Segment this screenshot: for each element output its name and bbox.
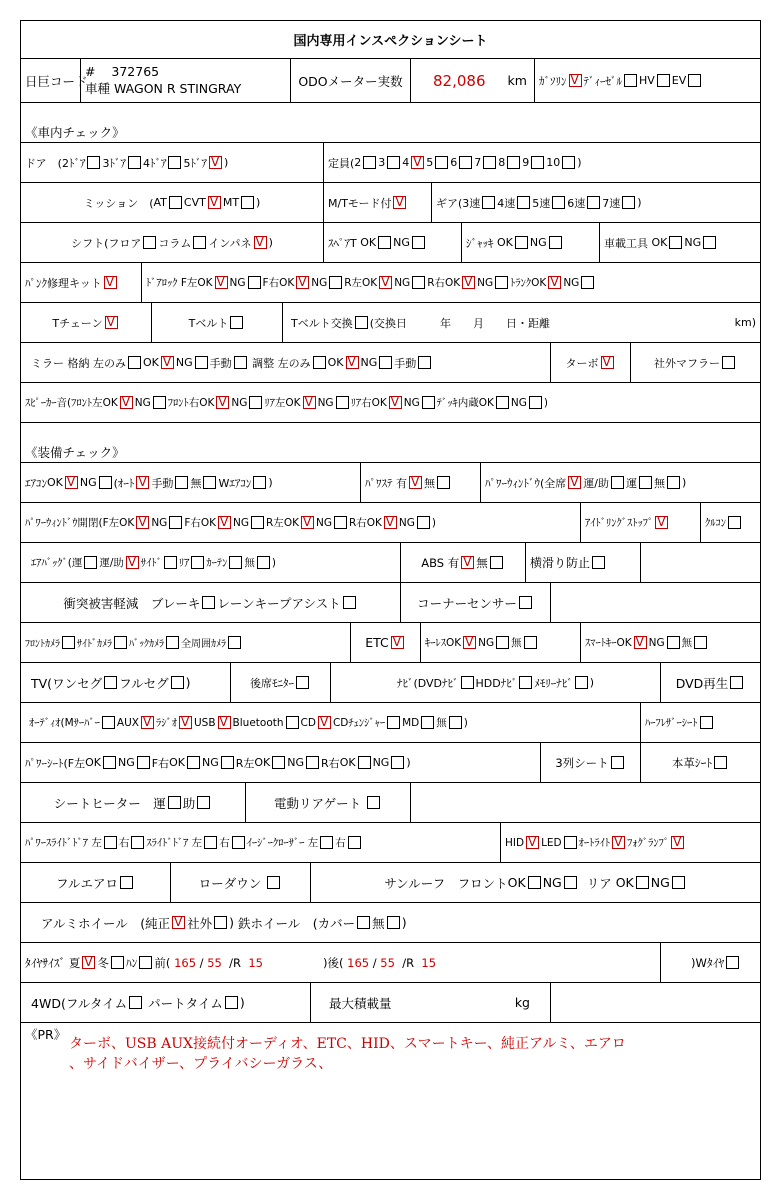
window-open-row: ﾊﾟﾜｰｳｨﾝﾄﾞｳ開閉( F左 OK V NG F右 OK V NG R左 OK V NG R右 OK V NG ) ｱｲﾄﾞﾘﾝｸﾞｽﾄｯﾌﾟ V ｸﾙｺﾝ — [21, 503, 760, 543]
front-camera-checkbox[interactable] — [62, 636, 75, 649]
fuel-ev-checkbox[interactable] — [688, 74, 701, 87]
seat-heater-driver-checkbox[interactable] — [168, 796, 181, 809]
audio-group: ｵｰﾃﾞｨｵ( Mｻｰﾊﾞｰ AUX V ﾗｼﾞｵ V USB V Bluetooth CD V CDﾁｪﾝｼﾞｬｰ MD 無 ) — [21, 703, 641, 742]
cruise-control-checkbox[interactable] — [728, 516, 741, 529]
window-rr-ng-checkbox[interactable] — [417, 516, 430, 529]
power-seat-group: ﾊﾟﾜｰｼｰﾄ( F左 OK NG F右 OK NG R左 OK NG R右 OK NG ) — [21, 743, 541, 782]
wheel-row — [21, 903, 760, 943]
audio-cd-changer-checkbox[interactable] — [387, 716, 400, 729]
odo-unit: km — [507, 73, 527, 88]
lock-rl-ng-checkbox[interactable] — [412, 276, 425, 289]
lock-rr-ng-checkbox[interactable] — [495, 276, 508, 289]
keyless-none-checkbox[interactable] — [524, 636, 537, 649]
smartkey-ng-checkbox[interactable] — [667, 636, 680, 649]
tv-fullseg-checkbox[interactable] — [171, 676, 184, 689]
aero-row: フルエアロ ローダウン サンルーフ フロント OK NG リア OK NG — [21, 863, 760, 903]
leather-seat-checkbox[interactable] — [714, 756, 727, 769]
camera-row: ﾌﾛﾝﾄｶﾒﾗ ｻｲﾄﾞｶﾒﾗ ﾊﾞｯｸｶﾒﾗ 全周囲ｶﾒﾗ ETC V ｷｰﾚｽ OK V NG 無 ｽﾏｰﾄｷｰ OK V NG 無 — [21, 623, 760, 663]
seats-2-checkbox[interactable] — [363, 156, 376, 169]
speaker-row — [21, 383, 760, 423]
title-row — [21, 21, 760, 59]
power-slide-right-checkbox[interactable] — [131, 836, 144, 849]
fuel-diesel-checkbox[interactable] — [624, 74, 637, 87]
odo-label: ODOメーター実数 — [298, 73, 403, 89]
smartkey-ok-checkbox[interactable] — [634, 636, 647, 649]
gear-group: ギア( 3速 4速 5速 6速 7速 ) — [436, 196, 642, 210]
shift-instrument-panel-checkbox[interactable] — [254, 236, 267, 249]
lights-group: HID V LED ｵｰﾄﾗｲﾄ V ﾌｫｸﾞﾗﾝﾌﾟ V — [501, 823, 760, 862]
audio-cd-checkbox[interactable] — [318, 716, 331, 729]
lock-fr-ng-checkbox[interactable] — [329, 276, 342, 289]
number-prefix: # — [85, 64, 96, 79]
odo-value: 82,086 — [433, 71, 486, 90]
seats-5-checkbox[interactable] — [435, 156, 448, 169]
speaker-deck-ok-checkbox[interactable] — [496, 396, 509, 409]
lock-fr-ok-checkbox[interactable] — [296, 276, 309, 289]
lowdown-checkbox[interactable] — [267, 876, 280, 889]
spare-ng-checkbox[interactable] — [412, 236, 425, 249]
speaker-fr-ok-checkbox[interactable] — [216, 396, 229, 409]
mirror-fold-ok-checkbox[interactable] — [161, 356, 174, 369]
navi-group: ﾅﾋﾞ( DVDﾅﾋﾞ HDDﾅﾋﾞ ﾒﾓﾘｰﾅﾋﾞ ) — [331, 663, 661, 702]
led-checkbox[interactable] — [564, 836, 577, 849]
puncture-kit-checkbox[interactable] — [104, 276, 117, 289]
lock-fl-ng-checkbox[interactable] — [248, 276, 261, 289]
steel-cover-checkbox[interactable] — [357, 916, 370, 929]
seats-4-checkbox[interactable] — [411, 156, 424, 169]
w-tire-checkbox[interactable] — [726, 956, 739, 969]
window-fl-ng-checkbox[interactable] — [169, 516, 182, 529]
fulltime-4wd-checkbox[interactable] — [129, 996, 142, 1009]
collision-brake-checkbox[interactable] — [202, 596, 215, 609]
mirror-adjust-manual-checkbox[interactable] — [418, 356, 431, 369]
gear-3-checkbox[interactable] — [482, 196, 495, 209]
shift-column-checkbox[interactable] — [193, 236, 206, 249]
gear-4-checkbox[interactable] — [517, 196, 530, 209]
seats-group: 定員( 2 3 4 V 5 6 7 8 9 10 ) — [324, 143, 760, 182]
wheel-group: アルミホイール (純正 V 社外 ) 鉄ホイール (カバー 無 ) — [21, 903, 760, 942]
door-group: ドア (2ﾄﾞｱ 3ﾄﾞｱ 4ﾄﾞｱ 5ﾄﾞｱ V ) — [21, 143, 324, 182]
muffler-checkbox[interactable] — [722, 356, 735, 369]
slide-door-group: ﾊﾟﾜｰｽﾗｲﾄﾞﾄﾞｱ 左 右 ｽﾗｲﾄﾞﾄﾞｱ 左 右 ｲｰｼﾞｰｸﾛｰｻﾞｰ 左 右 — [21, 823, 501, 862]
mirror-group: ミラー 格納 左のみ OK V NG 手動 調整 左のみ OK V NG 手動 — [21, 343, 551, 382]
aircon-group: ｴｱｺﾝ OK V NG (ｵｰﾄ V 手動 無 Wｴｱｺﾝ ) — [21, 463, 361, 502]
code-label: 日巨コード — [25, 73, 88, 89]
fuel-hv-checkbox[interactable] — [657, 74, 670, 87]
third-row-checkbox[interactable] — [611, 756, 624, 769]
seat-rr-ok-checkbox[interactable] — [358, 756, 371, 769]
power-seat-row: ﾊﾟﾜｰｼｰﾄ( F左 OK NG F右 OK NG R左 OK NG R右 OK NG ) 3列シート 本革ｼｰﾄ — [21, 743, 760, 783]
slide-right-checkbox[interactable] — [232, 836, 245, 849]
wheel-genuine-checkbox[interactable] — [172, 916, 185, 929]
mirror-adjust-ok-checkbox[interactable] — [346, 356, 359, 369]
tools-ng-checkbox[interactable] — [703, 236, 716, 249]
dvd-playback-checkbox[interactable] — [730, 676, 743, 689]
shift-floor-checkbox[interactable] — [143, 236, 156, 249]
tv-row: TV(ワンセグ フルセグ ) 後席ﾓﾆﾀｰ ﾅﾋﾞ( DVDﾅﾋﾞ HDDﾅﾋﾞ ﾒﾓﾘｰﾅﾋﾞ ) DVD再生 — [21, 663, 760, 703]
hid-checkbox[interactable] — [526, 836, 539, 849]
aircon-manual-checkbox[interactable] — [175, 476, 188, 489]
aircon-none-checkbox[interactable] — [203, 476, 216, 489]
abs-yes-checkbox[interactable] — [461, 556, 474, 569]
autolight-checkbox[interactable] — [612, 836, 625, 849]
jack-ok-checkbox[interactable] — [515, 236, 528, 249]
t-belt-checkbox[interactable] — [230, 316, 243, 329]
sunroof-rear-ng-checkbox[interactable] — [672, 876, 685, 889]
drive-row: 4WD(フルタイム パートタイム ) 最大積載量 kg — [21, 983, 760, 1023]
window-open-group: ﾊﾟﾜｰｳｨﾝﾄﾞｳ開閉( F左 OK V NG F右 OK V NG R左 OK V NG R右 OK V NG ) — [21, 503, 581, 542]
mission-mt-checkbox[interactable] — [241, 196, 254, 209]
seat-rl-ng-checkbox[interactable] — [306, 756, 319, 769]
timing-row: Tチェーン V Tベルト Tベルト交換 (交換日 年 月 日・距離 km) — [21, 303, 760, 343]
speaker-rr-ng-checkbox[interactable] — [422, 396, 435, 409]
side-camera-checkbox[interactable] — [114, 636, 127, 649]
half-leather-checkbox[interactable] — [700, 716, 713, 729]
audio-mserver-checkbox[interactable] — [102, 716, 115, 729]
sunroof-front-ok-checkbox[interactable] — [528, 876, 541, 889]
tire-group: ﾀｲﾔｻｲｽﾞ 夏 V 冬 ﾊﾝ 前( 165 / 55 /R 15 )後( 165 / 55 /R 15 — [21, 943, 661, 982]
t-belt-change-checkbox[interactable] — [355, 316, 368, 329]
power-rear-gate-checkbox[interactable] — [367, 796, 380, 809]
airbag-curtain-checkbox[interactable] — [229, 556, 242, 569]
tv-oneseg-checkbox[interactable] — [104, 676, 117, 689]
door-2-checkbox[interactable] — [87, 156, 100, 169]
navi-memory-checkbox[interactable] — [575, 676, 588, 689]
power-window-driver-checkbox[interactable] — [639, 476, 652, 489]
back-camera-checkbox[interactable] — [166, 636, 179, 649]
gear-5-checkbox[interactable] — [552, 196, 565, 209]
seat-heater-row: シートヒーター 運 助 電動リアゲート — [21, 783, 760, 823]
full-aero-checkbox[interactable] — [120, 876, 133, 889]
airbag-side-checkbox[interactable] — [164, 556, 177, 569]
airbag-row: ｴｱﾊﾞｯｸﾞ( 運 運/助 V ｻｲﾄﾞ ﾘｱ ｶｰﾃﾝ 無 ) ABS 有 V 無 横滑り防止 — [21, 543, 760, 583]
power-steering-no-checkbox[interactable] — [437, 476, 450, 489]
spare-ok-checkbox[interactable] — [378, 236, 391, 249]
smartkey-none-checkbox[interactable] — [694, 636, 707, 649]
slide-door-row — [21, 823, 760, 863]
fuel-gasoline-checkbox[interactable] — [569, 74, 582, 87]
vehicle-number: 372765 — [111, 64, 160, 79]
seats-3-checkbox[interactable] — [387, 156, 400, 169]
lock-rl-ok-checkbox[interactable] — [379, 276, 392, 289]
audio-md-checkbox[interactable] — [421, 716, 434, 729]
tire-han-checkbox[interactable] — [139, 956, 152, 969]
lock-rr-ok-checkbox[interactable] — [462, 276, 475, 289]
seats-10-checkbox[interactable] — [562, 156, 575, 169]
front-tire-width: 165 — [174, 955, 197, 970]
slide-left-checkbox[interactable] — [204, 836, 217, 849]
fuel-group: ｶﾞｿﾘﾝ V ﾃﾞｨｰｾﾞﾙ HV EV — [535, 59, 760, 102]
speaker-fl-ng-checkbox[interactable] — [153, 396, 166, 409]
sunroof-front-ng-checkbox[interactable] — [564, 876, 577, 889]
collision-row: 衝突被害軽減 ブレーキ レーンキープアシスト コーナーセンサー — [21, 583, 760, 623]
window-rl-ng-checkbox[interactable] — [334, 516, 347, 529]
door-lock-group: ﾄﾞｱﾛｯｸ F左 OK V NG F右 OK V NG R左 OK V NG R右 OK V NG ﾄﾗﾝｸ OK V NG — [142, 263, 760, 302]
pr-line-2: 、サイドバイザー、プライバシーガラス、 — [69, 1056, 333, 1072]
mirror-fold-ng-checkbox[interactable] — [195, 356, 208, 369]
foglamp-checkbox[interactable] — [671, 836, 684, 849]
mirror-fold-manual-checkbox[interactable] — [234, 356, 247, 369]
steel-none-checkbox[interactable] — [387, 916, 400, 929]
pr-section-label: 《PR》 — [25, 1027, 67, 1042]
window-fl-ok-checkbox[interactable] — [136, 516, 149, 529]
front-tire-ratio: 55 — [207, 955, 222, 970]
door-5-checkbox[interactable] — [209, 156, 222, 169]
tire-summer-checkbox[interactable] — [82, 956, 95, 969]
door-3-checkbox[interactable] — [128, 156, 141, 169]
turbo-checkbox[interactable] — [601, 356, 614, 369]
model-label: 車種 — [85, 81, 111, 96]
interior-section-label: 《車内チェック》 — [25, 125, 125, 140]
audio-radio-checkbox[interactable] — [179, 716, 192, 729]
aircon-ok-checkbox[interactable] — [65, 476, 78, 489]
mirror-adjust-ng-checkbox[interactable] — [379, 356, 392, 369]
rear-tire-rim: 15 — [421, 955, 437, 970]
seat-heater-passenger-checkbox[interactable] — [197, 796, 210, 809]
window-fr-ng-checkbox[interactable] — [251, 516, 264, 529]
parttime-4wd-checkbox[interactable] — [225, 996, 238, 1009]
mission-at-checkbox[interactable] — [169, 196, 182, 209]
rear-tire-width: 165 — [347, 955, 370, 970]
around-camera-checkbox[interactable] — [228, 636, 241, 649]
mirror-fold-left-checkbox[interactable] — [128, 356, 141, 369]
airbag-rear-checkbox[interactable] — [191, 556, 204, 569]
front-tire-rim: 15 — [248, 955, 263, 970]
mission-cvt-checkbox[interactable] — [208, 196, 221, 209]
navi-dvd-checkbox[interactable] — [461, 676, 474, 689]
seat-fr-ng-checkbox[interactable] — [221, 756, 234, 769]
window-rl-ok-checkbox[interactable] — [301, 516, 314, 529]
page-title: 国内専用インスペクションシート — [293, 34, 488, 49]
easy-closer-left-checkbox[interactable] — [320, 836, 333, 849]
speaker-rl-ng-checkbox[interactable] — [336, 396, 349, 409]
audio-aux-checkbox[interactable] — [141, 716, 154, 729]
seats-9-checkbox[interactable] — [531, 156, 544, 169]
window-fr-ok-checkbox[interactable] — [218, 516, 231, 529]
door-lock-row: ﾊﾟﾝｸ修理キット V ﾄﾞｱﾛｯｸ F左 OK V NG F右 OK V NG R左 OK V NG R右 OK V NG ﾄﾗﾝｸ OK V NG — [21, 263, 760, 303]
tire-row: ﾀｲﾔｻｲｽﾞ 夏 V 冬 ﾊﾝ 前( 165 / 55 /R 15 )後( 165 / 55 /R 15 )Wﾀｲﾔ — [21, 943, 760, 983]
seat-rl-ok-checkbox[interactable] — [272, 756, 285, 769]
tools-ok-checkbox[interactable] — [669, 236, 682, 249]
keyless-ng-checkbox[interactable] — [496, 636, 509, 649]
airbag-group: ｴｱﾊﾞｯｸﾞ( 運 運/助 V ｻｲﾄﾞ ﾘｱ ｶｰﾃﾝ 無 ) — [21, 543, 401, 582]
aircon-w-checkbox[interactable] — [253, 476, 266, 489]
seat-fr-ok-checkbox[interactable] — [187, 756, 200, 769]
mirror-row: ミラー 格納 左のみ OK V NG 手動 調整 左のみ OK V NG 手動 ターボ V 社外マフラー — [21, 343, 760, 383]
pr-line-1: ターボ、USB AUX接続付オーディオ、ETC、HID、スマートキー、純正アルミ、エアロ — [69, 1036, 626, 1052]
aircon-ng-checkbox[interactable] — [99, 476, 112, 489]
speaker-fr-ng-checkbox[interactable] — [249, 396, 262, 409]
etc-checkbox[interactable] — [391, 636, 404, 649]
pr-section — [21, 1023, 760, 1179]
mission-row: ミッション ( AT CVT V MT ) M/Tモード付 V ギア( 3速 4速 5速 6速 7速 ) — [21, 183, 760, 223]
power-window-front-checkbox[interactable] — [611, 476, 624, 489]
skid-prevention-checkbox[interactable] — [592, 556, 605, 569]
audio-row: ｵｰﾃﾞｨｵ( Mｻｰﾊﾞｰ AUX V ﾗｼﾞｵ V USB V Bluetooth CD V CDﾁｪﾝｼﾞｬｰ MD 無 ) ﾊｰﾌﾚｻﾞｰｼｰﾄ — [21, 703, 760, 743]
model-name: WAGON R STINGRAY — [114, 81, 242, 96]
lane-keep-checkbox[interactable] — [343, 596, 356, 609]
speaker-fl-ok-checkbox[interactable] — [120, 396, 133, 409]
corner-sensor-checkbox[interactable] — [519, 596, 532, 609]
gear-6-checkbox[interactable] — [587, 196, 600, 209]
seat-rr-ng-checkbox[interactable] — [391, 756, 404, 769]
seats-7-checkbox[interactable] — [483, 156, 496, 169]
lock-trunk-ng-checkbox[interactable] — [581, 276, 594, 289]
wheel-aftermarket-checkbox[interactable] — [214, 916, 227, 929]
jack-ng-checkbox[interactable] — [549, 236, 562, 249]
audio-bluetooth-checkbox[interactable] — [286, 716, 299, 729]
sunroof-rear-ok-checkbox[interactable] — [636, 876, 649, 889]
navi-hdd-checkbox[interactable] — [519, 676, 532, 689]
gear-7-checkbox[interactable] — [622, 196, 635, 209]
equipment-section-label: 《装備チェック》 — [25, 445, 125, 460]
idle-stop-checkbox[interactable] — [655, 516, 668, 529]
power-steering-yes-checkbox[interactable] — [409, 476, 422, 489]
tire-winter-checkbox[interactable] — [111, 956, 124, 969]
aircon-row: ｴｱｺﾝ OK V NG (ｵｰﾄ V 手動 無 Wｴｱｺﾝ ) ﾊﾟﾜｽﾃ 有 V 無 ﾊﾟﾜｰｳｨﾝﾄﾞｳ(全席 V 運/助 運 無 ) — [21, 463, 760, 503]
speaker-group: ｽﾋﾟｰｶｰ音( ﾌﾛﾝﾄ左 OK V NG ﾌﾛﾝﾄ右 OK V NG ﾘｱ左 OK V NG ﾘｱ右 OK V NG ﾃﾞｯｷ内蔵 OK NG ) — [21, 383, 760, 422]
mirror-adjust-left-checkbox[interactable] — [313, 356, 326, 369]
mission-group: ミッション ( AT CVT V MT ) — [21, 183, 324, 222]
rear-monitor-checkbox[interactable] — [296, 676, 309, 689]
mt-mode-checkbox[interactable] — [393, 196, 406, 209]
t-chain-checkbox[interactable] — [105, 316, 118, 329]
aircon-auto-checkbox[interactable] — [136, 476, 149, 489]
inspection-sheet — [20, 20, 761, 1180]
rear-tire-ratio: 55 — [380, 955, 395, 970]
power-window-none-checkbox[interactable] — [667, 476, 680, 489]
airbag-front-checkbox[interactable] — [126, 556, 139, 569]
shift-row: シフト(フロア コラム インパネ V ) ｽﾍﾟｱT OK NG ｼﾞｬｯｷ OK NG 車載工具 OK NG — [21, 223, 760, 263]
seats-8-checkbox[interactable] — [507, 156, 520, 169]
door-4-checkbox[interactable] — [168, 156, 181, 169]
audio-usb-checkbox[interactable] — [218, 716, 231, 729]
lock-trunk-ok-checkbox[interactable] — [548, 276, 561, 289]
power-window-group: ﾊﾟﾜｰｳｨﾝﾄﾞｳ(全席 V 運/助 運 無 ) — [481, 463, 760, 502]
camera-group: ﾌﾛﾝﾄｶﾒﾗ ｻｲﾄﾞｶﾒﾗ ﾊﾞｯｸｶﾒﾗ 全周囲ｶﾒﾗ — [21, 623, 351, 662]
window-rr-ok-checkbox[interactable] — [384, 516, 397, 529]
lock-fl-ok-checkbox[interactable] — [215, 276, 228, 289]
audio-none-checkbox[interactable] — [449, 716, 462, 729]
abs-no-checkbox[interactable] — [490, 556, 503, 569]
power-window-all-checkbox[interactable] — [568, 476, 581, 489]
speaker-deck-ng-checkbox[interactable] — [529, 396, 542, 409]
seat-fl-ng-checkbox[interactable] — [137, 756, 150, 769]
speaker-rl-ok-checkbox[interactable] — [303, 396, 316, 409]
easy-closer-right-checkbox[interactable] — [348, 836, 361, 849]
seats-6-checkbox[interactable] — [459, 156, 472, 169]
airbag-driver-checkbox[interactable] — [84, 556, 97, 569]
keyless-ok-checkbox[interactable] — [463, 636, 476, 649]
speaker-rr-ok-checkbox[interactable] — [389, 396, 402, 409]
door-row — [21, 143, 760, 183]
airbag-none-checkbox[interactable] — [257, 556, 270, 569]
shift-group: シフト(フロア コラム インパネ V ) — [21, 223, 324, 262]
header-row — [21, 59, 760, 103]
seat-fl-ok-checkbox[interactable] — [103, 756, 116, 769]
power-slide-left-checkbox[interactable] — [104, 836, 117, 849]
